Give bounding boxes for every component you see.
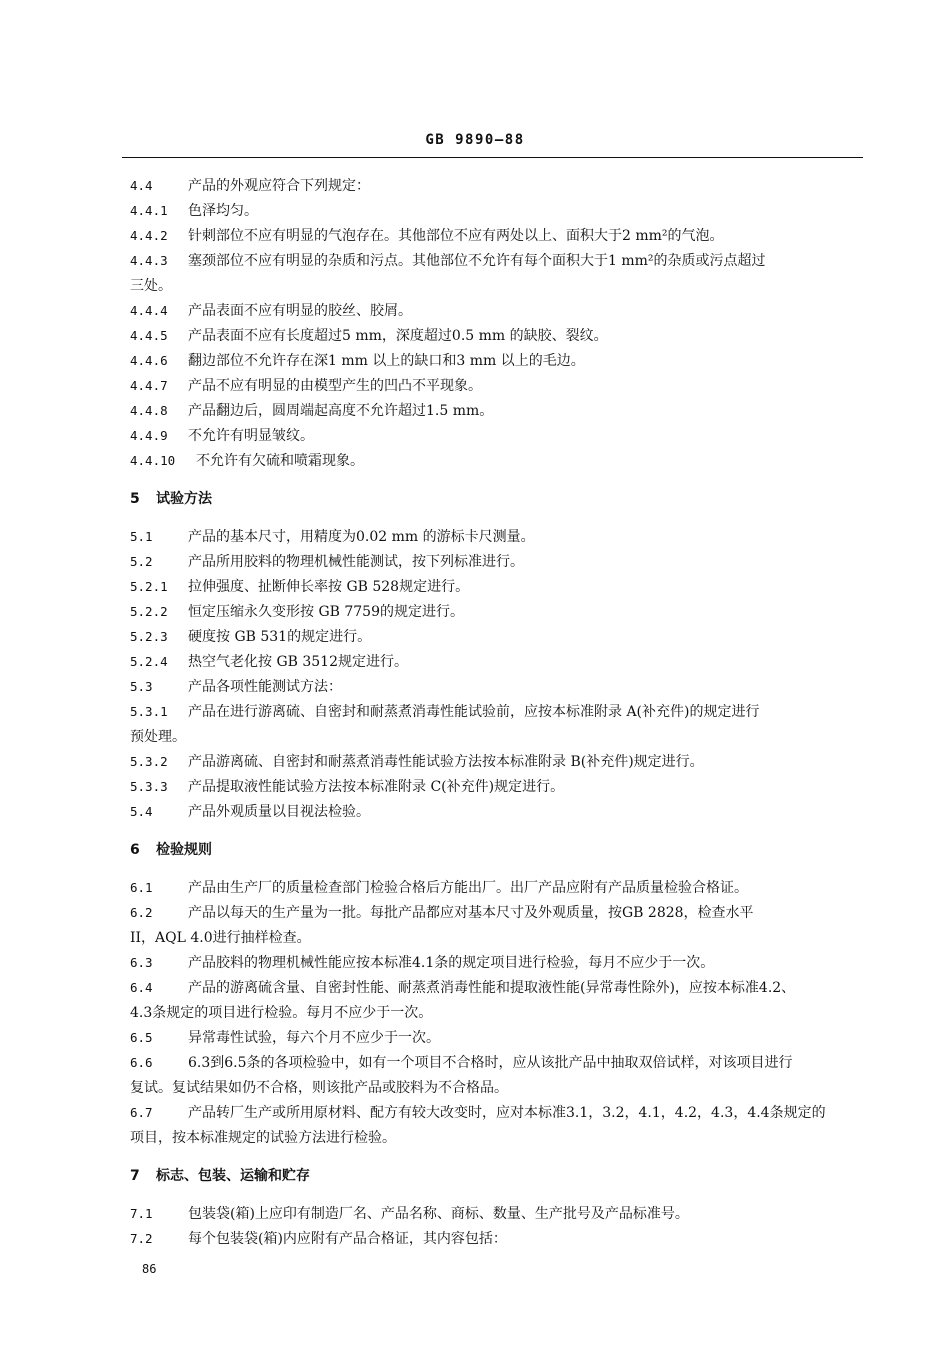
clause-line xyxy=(130,427,870,445)
clause-number: 4.4.1 xyxy=(130,203,168,218)
paragraph-continuation xyxy=(130,1129,870,1147)
clause-text: 异常毒性试验，每六个月不应少于一次。 xyxy=(188,1030,440,1046)
clause-number: 5.1 xyxy=(130,529,153,544)
clause-text: 针刺部位不应有明显的气泡存在。其他部位不应有两处以上、面积大于2 mm²的气泡。 xyxy=(188,228,724,244)
clause-line xyxy=(130,202,870,220)
section-title: 标志、包装、运输和贮存 xyxy=(156,1168,310,1184)
clause-number: 4.4.2 xyxy=(130,228,168,243)
document-header: GB 9890—88 xyxy=(425,132,525,148)
clause-number: 6.1 xyxy=(130,880,153,895)
clause-line xyxy=(130,377,870,395)
clause-text: 产品以每天的生产量为一批。每批产品都应对基本尺寸及外观质量，按GB 2828，检查水平 xyxy=(188,905,754,921)
clause-line xyxy=(130,879,870,897)
clause-number: 6.6 xyxy=(130,1055,153,1070)
clause-text: 拉伸强度、扯断伸长率按 GB 528规定进行。 xyxy=(188,579,470,595)
clause-number: 5.2.3 xyxy=(130,629,168,644)
clause-text: 预处理。 xyxy=(130,729,186,745)
clause-text: 产品外观质量以目视法检验。 xyxy=(188,804,370,820)
clause-number: 7.2 xyxy=(130,1231,153,1246)
clause-text: 6.3到6.5条的各项检验中，如有一个项目不合格时，应从该批产品中抽取双倍试样，对该项目进行 xyxy=(188,1055,793,1071)
clause-number: 4.4 xyxy=(130,178,153,193)
clause-number: 6.2 xyxy=(130,905,153,920)
clause-line xyxy=(130,753,870,771)
header-rule xyxy=(122,157,863,158)
clause-text: 产品游离硫、自密封和耐蒸煮消毒性能试验方法按本标准附录 B(补充件)规定进行。 xyxy=(188,754,704,770)
clause-line xyxy=(130,302,870,320)
clause-line xyxy=(130,1205,870,1223)
clause-text: 产品在进行游离硫、自密封和耐蒸煮消毒性能试验前，应按本标准附录 A(补充件)的规定进行 xyxy=(188,704,760,720)
clause-number: 5.2.1 xyxy=(130,579,168,594)
clause-number: 6.5 xyxy=(130,1030,153,1045)
clause-text: 产品转厂生产或所用原材料、配方有较大改变时，应对本标准3.1，3.2，4.1，4.2，4.3，4.4条规定的 xyxy=(188,1105,826,1121)
section-heading xyxy=(130,1167,870,1185)
clause-text: 包装袋(箱)上应印有制造厂名、产品名称、商标、数量、生产批号及产品标准号。 xyxy=(188,1206,689,1222)
clause-line xyxy=(130,628,870,646)
clause-text: 热空气老化按 GB 3512规定进行。 xyxy=(188,654,409,670)
clause-number: 6.7 xyxy=(130,1105,153,1120)
clause-line xyxy=(130,578,870,596)
clause-text: 产品所用胶料的物理机械性能测试，按下列标准进行。 xyxy=(188,554,524,570)
clause-line xyxy=(130,778,870,796)
clause-line xyxy=(130,979,870,997)
clause-text: 塞颈部位不应有明显的杂质和污点。其他部位不允许有每个面积大于1 mm²的杂质或污点超过 xyxy=(188,253,766,269)
clause-line xyxy=(130,603,870,621)
clause-text: 产品提取液性能试验方法按本标准附录 C(补充件)规定进行。 xyxy=(188,779,565,795)
clause-text: 色泽均匀。 xyxy=(188,203,258,219)
clause-line xyxy=(130,327,870,345)
clause-number: 5.4 xyxy=(130,804,153,819)
paragraph-continuation xyxy=(130,929,870,947)
section-heading xyxy=(130,490,870,508)
clause-text: 不允许有明显皱纹。 xyxy=(188,428,314,444)
clause-text: 翻边部位不允许存在深1 mm 以上的缺口和3 mm 以上的毛边。 xyxy=(188,353,585,369)
clause-text: 复试。复试结果如仍不合格，则该批产品或胶料为不合格品。 xyxy=(130,1080,508,1096)
clause-text: II，AQL 4.0进行抽样检查。 xyxy=(130,930,311,946)
clause-number: 4.4.5 xyxy=(130,328,168,343)
clause-line xyxy=(130,954,870,972)
clause-number: 4.4.10 xyxy=(130,453,176,468)
clause-text: 4.3条规定的项目进行检验。每月不应少于一次。 xyxy=(130,1005,433,1021)
clause-line xyxy=(130,678,870,696)
clause-number: 7 xyxy=(130,1168,140,1184)
clause-line xyxy=(130,703,870,721)
clause-text: 产品翻边后，圆周端起高度不允许超过1.5 mm。 xyxy=(188,403,494,419)
clause-text: 产品的基本尺寸，用精度为0.02 mm 的游标卡尺测量。 xyxy=(188,529,535,545)
clause-text: 硬度按 GB 531的规定进行。 xyxy=(188,629,372,645)
clause-text: 产品各项性能测试方法： xyxy=(188,679,342,695)
clause-line xyxy=(130,452,870,470)
clause-line xyxy=(130,1230,870,1248)
clause-number: 5.2.2 xyxy=(130,604,168,619)
clause-text: 每个包装袋(箱)内应附有产品合格证，其内容包括： xyxy=(188,1231,507,1247)
clause-line xyxy=(130,553,870,571)
clause-number: 5.3.2 xyxy=(130,754,168,769)
clause-number: 4.4.7 xyxy=(130,378,168,393)
clause-number: 6 xyxy=(130,842,140,858)
clause-number: 5.3.3 xyxy=(130,779,168,794)
clause-number: 5.3.1 xyxy=(130,704,168,719)
clause-line xyxy=(130,252,870,270)
clause-line xyxy=(130,1104,870,1122)
clause-line xyxy=(130,904,870,922)
paragraph-continuation xyxy=(130,728,870,746)
clause-number: 5.2.4 xyxy=(130,654,168,669)
clause-number: 4.4.4 xyxy=(130,303,168,318)
clause-line xyxy=(130,402,870,420)
clause-line xyxy=(130,227,870,245)
clause-number: 6.3 xyxy=(130,955,153,970)
section-title: 检验规则 xyxy=(156,842,212,858)
paragraph-continuation xyxy=(130,277,870,295)
clause-number: 7.1 xyxy=(130,1206,153,1221)
clause-text: 产品由生产厂的质量检查部门检验合格后方能出厂。出厂产品应附有产品质量检验合格证。 xyxy=(188,880,748,896)
section-heading xyxy=(130,841,870,859)
clause-text: 恒定压缩永久变形按 GB 7759的规定进行。 xyxy=(188,604,465,620)
clause-number: 6.4 xyxy=(130,980,153,995)
clause-text: 三处。 xyxy=(130,278,172,294)
clause-text: 产品的外观应符合下列规定： xyxy=(188,178,370,194)
paragraph-continuation xyxy=(130,1079,870,1097)
clause-line xyxy=(130,1054,870,1072)
paragraph-continuation xyxy=(130,1004,870,1022)
clause-text: 不允许有欠硫和喷霜现象。 xyxy=(196,453,364,469)
clause-line xyxy=(130,1029,870,1047)
clause-number: 4.4.3 xyxy=(130,253,168,268)
clause-line xyxy=(130,177,870,195)
clause-text: 产品表面不应有明显的胶丝、胶屑。 xyxy=(188,303,412,319)
clause-text: 产品胶料的物理机械性能应按本标准4.1条的规定项目进行检验，每月不应少于一次。 xyxy=(188,955,715,971)
clause-line xyxy=(130,803,870,821)
clause-number: 4.4.9 xyxy=(130,428,168,443)
clause-text: 产品的游离硫含量、自密封性能、耐蒸煮消毒性能和提取液性能(异常毒性除外)，应按本标准4.2、 xyxy=(188,980,796,996)
clause-number: 4.4.8 xyxy=(130,403,168,418)
clause-line xyxy=(130,528,870,546)
clause-text: 项目，按本标准规定的试验方法进行检验。 xyxy=(130,1130,396,1146)
section-title: 试验方法 xyxy=(156,491,212,507)
clause-number: 5.2 xyxy=(130,554,153,569)
page-number: 86 xyxy=(142,1262,157,1276)
clause-line xyxy=(130,352,870,370)
clause-text: 产品表面不应有长度超过5 mm，深度超过0.5 mm 的缺胶、裂纹。 xyxy=(188,328,608,344)
clause-number: 4.4.6 xyxy=(130,353,168,368)
clause-text: 产品不应有明显的由模型产生的凹凸不平现象。 xyxy=(188,378,482,394)
clause-number: 5 xyxy=(130,491,140,507)
clause-number: 5.3 xyxy=(130,679,153,694)
clause-line xyxy=(130,653,870,671)
